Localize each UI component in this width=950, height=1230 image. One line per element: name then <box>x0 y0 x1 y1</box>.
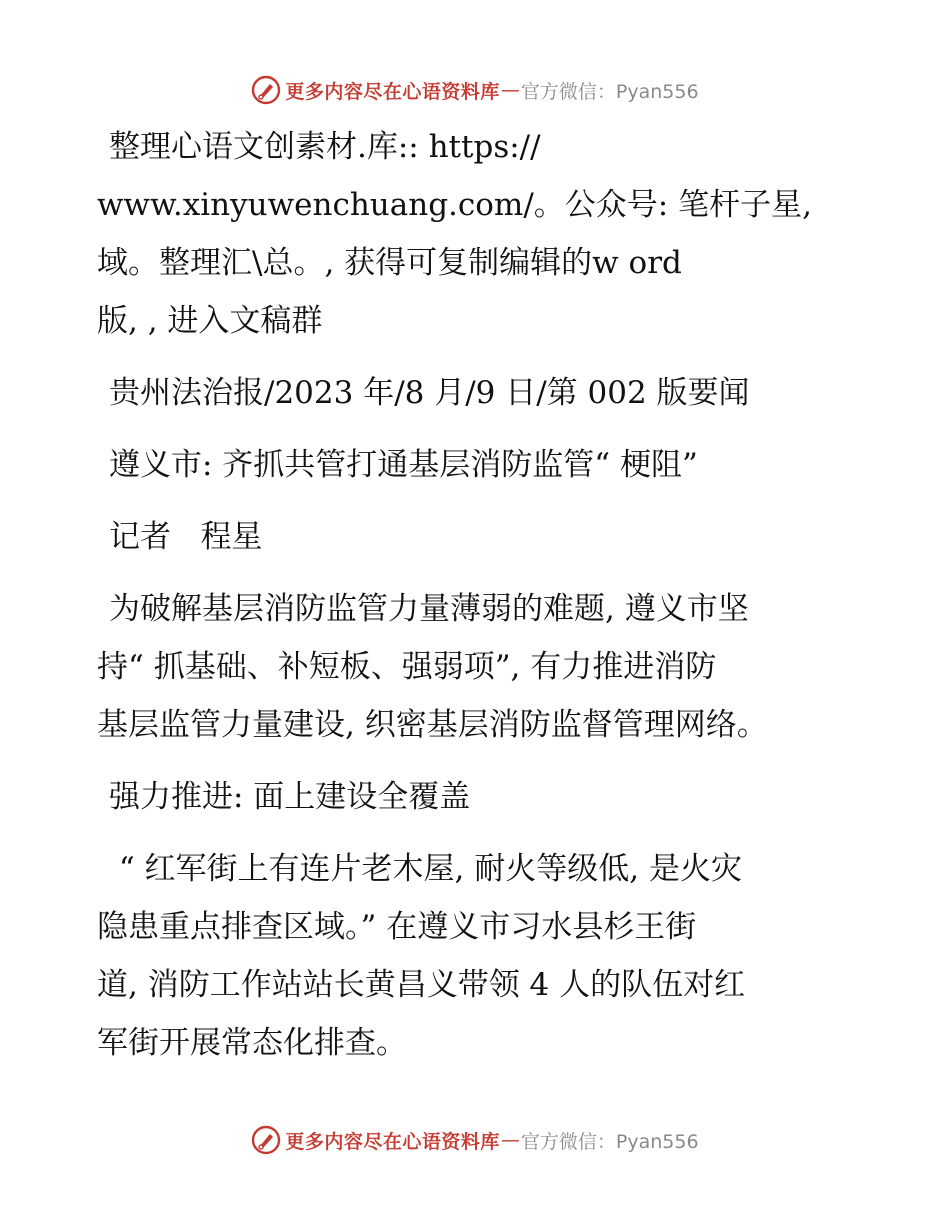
intro-line: 域。整理汇\总。, 获得可复制编辑的w ord <box>97 245 682 281</box>
paragraph-line: 道, 消防工作站站长黄昌义带领 4 人的队伍对红 <box>97 967 746 1003</box>
footer-banner <box>0 1120 950 1160</box>
banner-dash: — <box>500 1129 520 1151</box>
header-banner <box>0 70 950 110</box>
paragraph-1 <box>97 580 857 754</box>
banner-wechat: 官方微信：Pyan556 <box>520 1130 699 1153</box>
banner-title: 更多内容尽在心语资料库 <box>285 80 500 103</box>
pen-nib-icon <box>251 1125 281 1155</box>
section-heading: 强力推进: 面上建设全覆盖 <box>109 779 471 815</box>
intro-line: www.xinyuwenchuang.com/。公众号: 笔杆子星, <box>97 187 812 223</box>
intro-block <box>97 118 857 350</box>
intro-line: 版, , 进入文稿群 <box>97 303 323 339</box>
article-reporter: 记者 程星 <box>109 519 263 555</box>
document-body <box>97 118 857 1072</box>
paragraph-line: 为破解基层消防监管力量薄弱的难题, 遵义市坚 <box>109 591 749 627</box>
article-title: 遵义市: 齐抓共管打通基层消防监管“ 梗阻” <box>109 447 698 483</box>
paragraph-2 <box>97 840 857 1072</box>
paragraph-line: 隐患重点排查区域。” 在遵义市习水县杉王街 <box>97 909 697 945</box>
banner-dash: — <box>500 79 520 101</box>
paragraph-line: 基层监管力量建设, 织密基层消防监督管理网络。 <box>97 707 768 743</box>
paragraph-line: 持“ 抓基础、补短板、强弱项”, 有力推进消防 <box>97 649 717 685</box>
pen-nib-icon <box>251 75 281 105</box>
article-source: 贵州法治报/2023 年/8 月/9 日/第 002 版要闻 <box>109 375 750 411</box>
intro-line: 整理心语文创素材.库:: https:// <box>109 129 541 165</box>
paragraph-line: 军街开展常态化排查。 <box>97 1025 407 1061</box>
paragraph-line: “ 红军街上有连片老木屋, 耐火等级低, 是火灾 <box>109 851 742 887</box>
banner-title: 更多内容尽在心语资料库 <box>285 1130 500 1153</box>
banner-wechat: 官方微信：Pyan556 <box>520 80 699 103</box>
